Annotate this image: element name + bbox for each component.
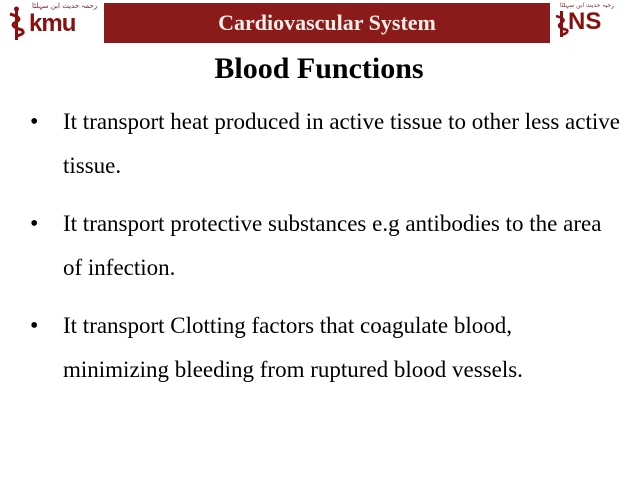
slide-header [0,0,638,46]
ins-logo-text: NS [568,8,602,35]
bullet-text: It transport protective substances e.g antibodies to the area of infection. [63,211,602,280]
bullet-icon: • [30,109,39,135]
bullet-icon: • [30,211,39,237]
ins-logo-script: رحیہ حدیث ابن سہلٹا [560,2,615,9]
slide-title: Blood Functions [214,52,424,85]
ins-logo [554,2,636,44]
bullet-icon: • [30,313,39,339]
kmu-logo-script: رحمہ حدیث ابن سہلٹا [32,2,98,10]
bullet-text: It transport heat produced in active tissue to other less active tissue. [63,109,620,178]
title-banner [104,3,550,43]
list-item [30,304,620,392]
list-item [30,202,620,290]
kmu-logo [6,2,102,42]
banner-title: Cardiovascular System [218,10,436,35]
bullet-text: It transport Clotting factors that coagulate blood, minimizing bleeding from ruptured blood vessels. [63,313,523,382]
list-item [30,100,620,188]
caduceus-icon [6,6,28,42]
kmu-logo-text: kmu [29,10,76,37]
bullet-list [30,100,620,406]
